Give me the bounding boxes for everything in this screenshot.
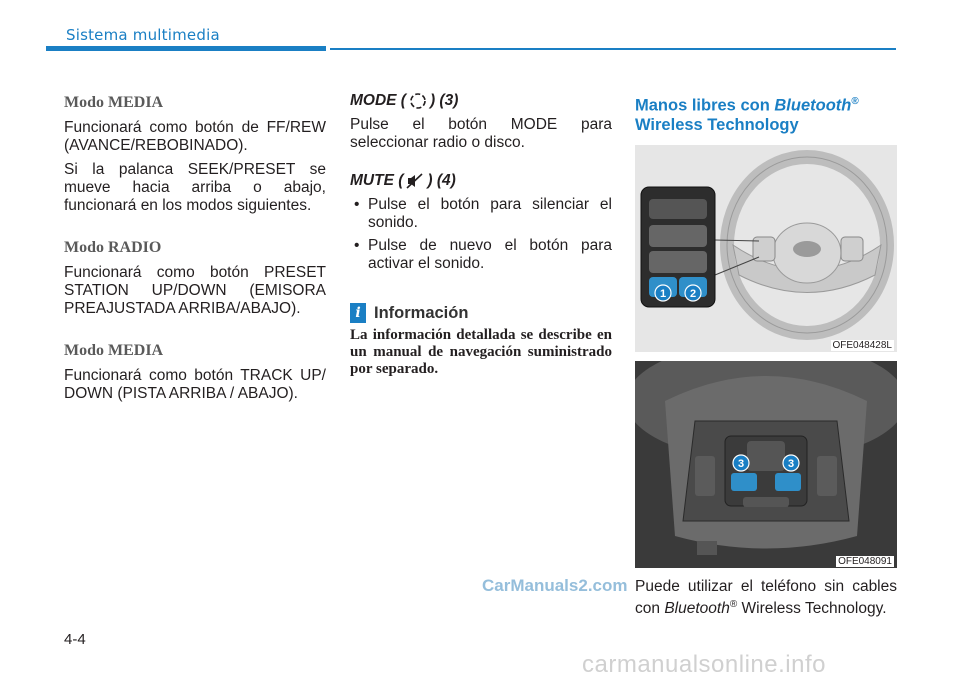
callout-3: 3	[737, 457, 745, 470]
info-icon: i	[350, 303, 366, 323]
registered-mark: ®	[729, 598, 738, 610]
section-title-line2: Wireless Technology	[635, 115, 799, 134]
info-box-header	[350, 303, 612, 323]
paragraph: Si la palanca SEEK/PRESET se mueve hacia arriba o abajo, funcionará en los modos siguientes.	[64, 161, 326, 214]
callout-2: 2	[689, 287, 697, 300]
bluetooth-word: Bluetooth	[664, 599, 730, 617]
callout-1: 1	[659, 287, 667, 300]
list-item-text: Pulse el botón para silenciar el sonido.	[368, 196, 612, 231]
mode-icon	[408, 92, 428, 110]
list-item: • Pulse de nuevo el botón para activar el sonido.	[354, 237, 612, 272]
heading-media-mode: Modo MEDIA	[64, 342, 164, 359]
paragraph	[635, 578, 897, 618]
mute-heading	[350, 172, 612, 190]
figure-code: OFE048428L	[832, 339, 892, 351]
steering-wheel-illustration	[635, 145, 897, 352]
column-middle	[350, 92, 612, 378]
header-rule-thick	[46, 46, 326, 51]
header-rule-thin	[330, 48, 896, 50]
paragraph: Pulse el botón MODE para seleccionar radio o disco.	[350, 116, 612, 151]
mode-heading-pre: MODE (	[350, 92, 406, 109]
heading-radio-mode: Modo RADIO	[64, 239, 162, 256]
callout-3: 3	[787, 457, 795, 470]
page-number: 4-4	[64, 631, 86, 648]
mute-heading-post: ) (4)	[427, 172, 456, 189]
steering-wheel-figure	[635, 145, 897, 352]
heading-media-mode: Modo MEDIA	[64, 94, 164, 111]
column-right	[635, 92, 897, 624]
overhead-console-illustration	[635, 361, 897, 568]
figure-code: OFE048091	[838, 555, 892, 567]
mode-heading	[350, 92, 612, 110]
paragraph: Funcionará como botón de FF/REW (AVANCE/REBOBINADO).	[64, 119, 326, 154]
mode-heading-post: ) (3)	[429, 92, 459, 109]
mute-icon	[405, 172, 425, 190]
paragraph: Funcionará como botón PRESET STATION UP/DOWN (EMISORA PREAJUSTADA ARRIBA/ABAJO).	[64, 264, 326, 317]
column-left	[64, 92, 326, 409]
section-title-bluetooth: Bluetooth	[774, 96, 852, 115]
section-title	[635, 92, 897, 135]
section-title-pre: Manos libres con	[635, 96, 775, 115]
watermark-carmanualsonline: carmanualsonline.info	[582, 651, 826, 677]
mute-heading-pre: MUTE (	[350, 172, 404, 189]
section-header-title: Sistema multimedia	[66, 26, 220, 44]
overhead-console-figure	[635, 361, 897, 568]
paragraph-post: Wireless Technology.	[737, 599, 887, 617]
list-item-text: Pulse de nuevo el botón para activar el sonido.	[368, 237, 612, 272]
info-text: La información detallada se describe en un manual de navegación suministrado por separado.	[350, 327, 612, 377]
registered-mark: ®	[851, 96, 859, 107]
paragraph-pre: Puede utilizar el teléfono sin cables con	[635, 577, 897, 617]
list-item: • Pulse el botón para silenciar el sonido.	[354, 196, 612, 231]
watermark-carmanuals2: CarManuals2.com	[482, 576, 628, 595]
info-title: Información	[374, 303, 469, 322]
paragraph: Funcionará como botón TRACK UP/ DOWN (PISTA ARRIBA / ABAJO).	[64, 367, 326, 402]
